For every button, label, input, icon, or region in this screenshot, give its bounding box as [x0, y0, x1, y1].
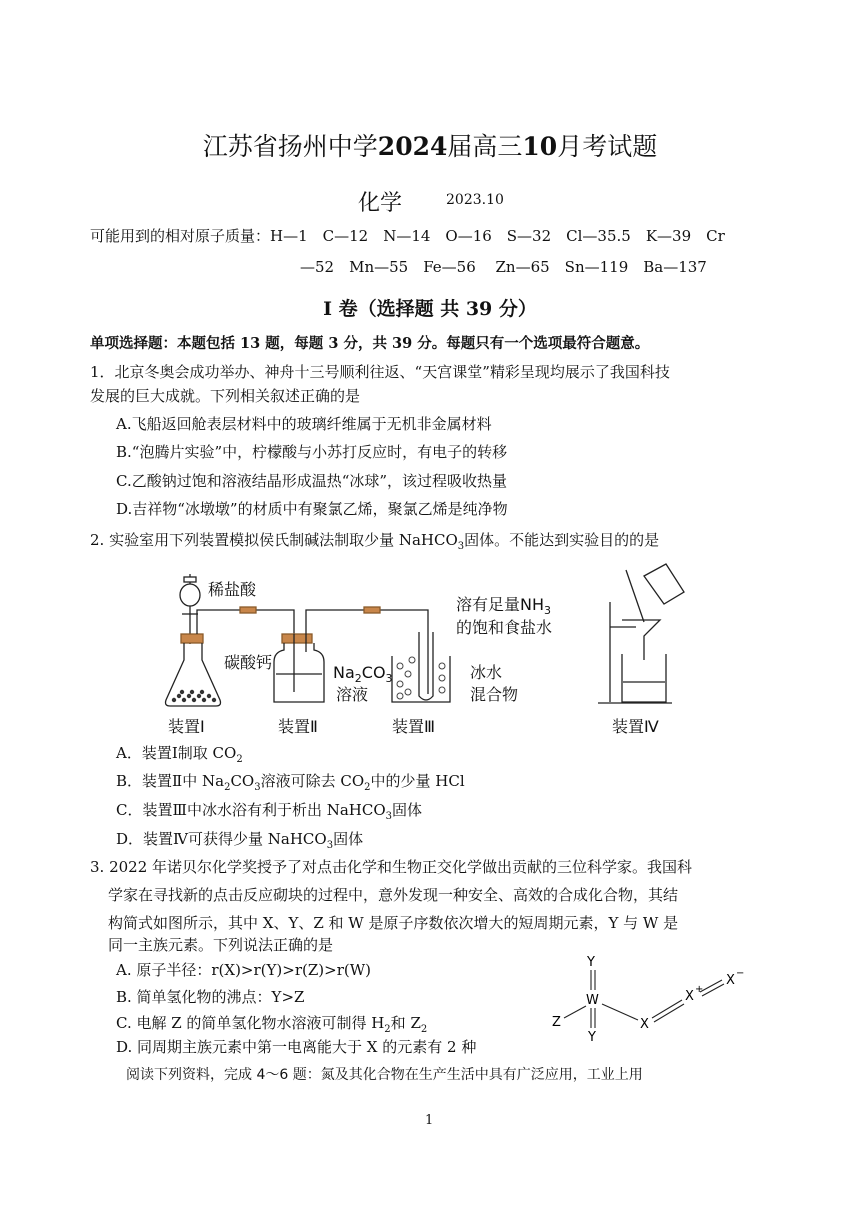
- atom-x-3: X: [726, 973, 735, 988]
- instructions: 单项选择题：本题包括 13 题，每题 3 分，共 39 分。每题只有一个选项最符合题意。: [90, 335, 650, 352]
- charge-minus: −: [736, 968, 745, 979]
- atom-y-bottom: Y: [588, 1030, 596, 1045]
- atomic-masses-line1: 可能用到的相对原子质量：H—1 C—12 N—14 O—16 S—32 Cl—35.5 K—39 Cr: [90, 227, 725, 245]
- q3-option-d: D. 同周期主族元素中第一电离能大于 X 的元素有 2 种: [116, 1038, 477, 1056]
- q1-option-c: C.乙酸钠过饱和溶液结晶形成温热“冰球”，该过程吸收热量: [116, 472, 508, 490]
- q1-option-a: A.飞船返回舱表层材料中的玻璃纤维属于无机非金属材料: [116, 415, 492, 433]
- q2-option-c: C．装置Ⅲ中冰水浴有利于析出 NaHCO$_3$固体: [116, 801, 423, 822]
- q1-option-d: D.吉祥物“冰墩墩”的材质中有聚氯乙烯，聚氯乙烯是纯净物: [116, 500, 508, 518]
- label-mixture: 混合物: [470, 685, 519, 704]
- label-solution: 溶液: [336, 685, 369, 704]
- atom-z: Z: [552, 1015, 561, 1030]
- label-apparatus-2: 装置Ⅱ: [278, 717, 318, 736]
- q3-option-b: B. 简单氢化物的沸点：Y>Z: [116, 988, 305, 1006]
- label-nh3: 溶有足量$NH_3$: [456, 595, 552, 617]
- label-caco3: 碳酸钙: [224, 653, 273, 672]
- label-brine: 的饱和食盐水: [456, 618, 553, 637]
- label-na2co3: $Na_2CO_3$: [333, 663, 393, 685]
- label-apparatus-3: 装置Ⅲ: [392, 717, 436, 736]
- q1-option-b: B.“泡腾片实验”中，柠檬酸与小苏打反应时，有电子的转移: [116, 443, 508, 461]
- q3-structure-figure: [540, 948, 780, 1048]
- q3-stem-line4: 同一主族元素。下列说法正确的是: [108, 936, 334, 954]
- q1-stem-line1: 1．北京冬奥会成功举办、神舟十三号顺利往返、“天宫课堂”精彩呈现均展示了我国科技: [90, 363, 670, 381]
- q3-option-c: C. 电解 Z 的简单氢化物水溶液可制得 $H_2$和 $Z_2$: [116, 1014, 428, 1035]
- label-dilute-hcl: 稀盐酸: [208, 580, 257, 599]
- q3-option-a: A. 原子半径：r(X)>r(Y)>r(Z)>r(W): [116, 961, 371, 979]
- q1-stem-line2: 发展的巨大成就。下列相关叙述正确的是: [90, 387, 361, 405]
- atom-x-1: X: [640, 1017, 649, 1032]
- atom-x-2: X: [685, 989, 694, 1004]
- section-title: I 卷（选择题 共 39 分）: [323, 298, 537, 320]
- q2-option-a: A．装置Ⅰ制取 $CO_2$: [116, 744, 243, 765]
- atom-y-top: Y: [587, 955, 595, 970]
- subject-label: 化学: [358, 191, 403, 216]
- q3-stem-line2: 学家在寻找新的点击反应砌块的过程中，意外发现一种安全、高效的合成化合物，其结: [108, 886, 679, 904]
- label-apparatus-4: 装置Ⅳ: [612, 717, 659, 736]
- q2-stem: 2. 实验室用下列装置模拟侯氏制碱法制取少量 NaHCO$_3$固体。不能达到实验目的的是: [90, 531, 660, 552]
- charge-plus: +: [695, 984, 704, 995]
- atomic-masses-line2: —52 Mn—55 Fe—56 Zn—65 Sn—119 Ba—137: [300, 258, 707, 276]
- atom-w: W: [586, 993, 599, 1008]
- label-ice-water: 冰水: [470, 663, 503, 682]
- exam-date: 2023.10: [446, 192, 504, 208]
- reading-passage-intro: 阅读下列资料，完成 4～6 题：氮及其化合物在生产生活中具有广泛应用，工业上用: [126, 1067, 643, 1083]
- exam-title: 江苏省扬州中学2024届高三10月考试题: [202, 132, 658, 161]
- q3-stem-line3: 构简式如图所示，其中 X、Y、Z 和 W 是原子序数依次增大的短周期元素，Y 与 W 是: [108, 914, 679, 932]
- q3-stem-line1: 3. 2022 年诺贝尔化学奖授予了对点击化学和生物正交化学做出贡献的三位科学家。我国科: [90, 858, 693, 876]
- q2-option-d: D．装置Ⅳ可获得少量 NaHCO$_3$固体: [116, 830, 364, 851]
- q2-apparatus-figure: [160, 562, 780, 742]
- label-apparatus-1: 装置Ⅰ: [168, 717, 205, 736]
- page-number: 1: [425, 1113, 434, 1128]
- q2-option-b: B．装置Ⅱ中 $Na_2CO_3$溶液可除去 $CO_2$中的少量 HCl: [116, 772, 465, 793]
